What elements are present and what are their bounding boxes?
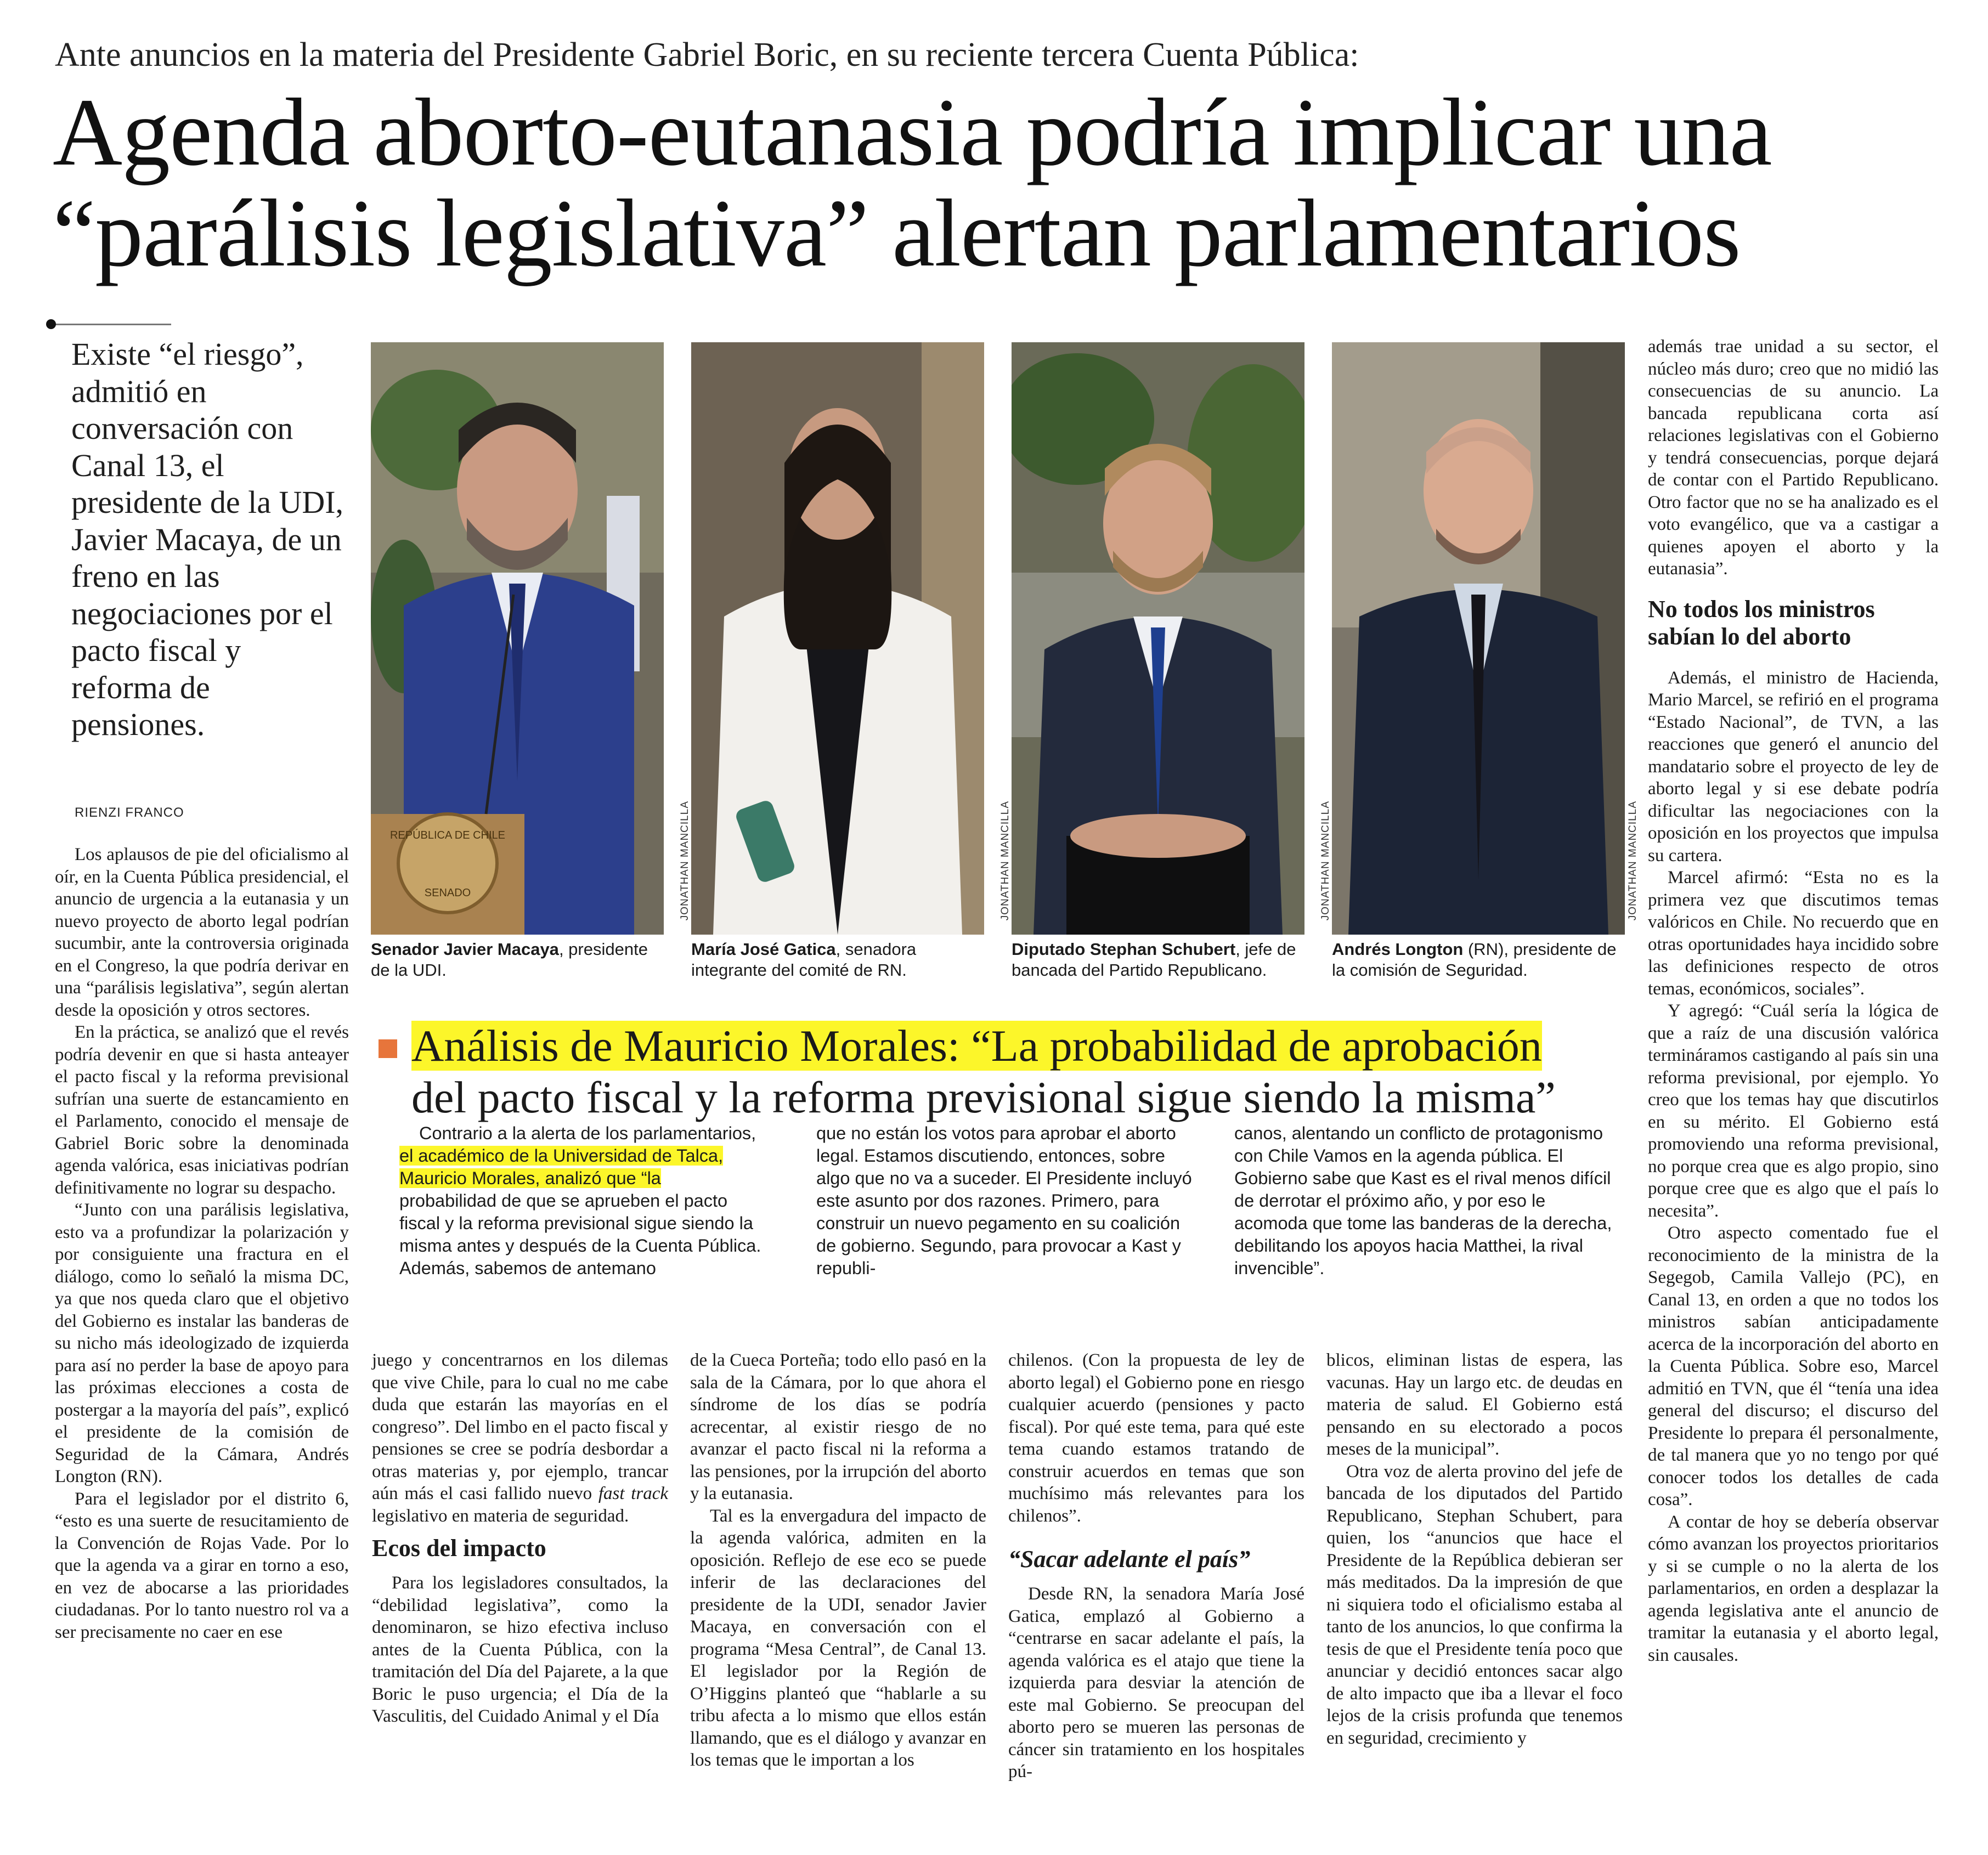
portrait-image: [1012, 342, 1304, 935]
box-text-post: probabilidad de que se aprueben el pacto fiscal y la reforma previsional sigue siendo la misma antes y después de la Cuenta Pública. Además, sabemos de antemano: [399, 1191, 761, 1278]
paragraph: Para los legisladores consultados, la “debilidad legislativa”, como la denominaron, se hizo efectiva incluso antes de la Cuenta Pública, con la tramitación del Día del Pajarete, a la que Boric le puso urgencia; el Día de la Vasculitis, del Cuidado Animal y el Día: [372, 1573, 668, 1726]
paragraph: Para el legislador por el distrito 6, “esto es una suerte de resucitamiento de la Convención de Rojas Vade. Por lo que la agenda va a girar en torno a eso, en vez de abocarse a las prioridades ciudadanas. Por lo tanto nuestro rol va a ser precisamente no caer en ese: [55, 1489, 349, 1642]
subheading-sacar: “Sacar adelante el país”: [1008, 1546, 1251, 1573]
box-title: [411, 1020, 1662, 1123]
paragraph: “Junto con una parálisis legislativa, esto va a profundizar la polarización y por consiguiente una fractura en el diálogo, como lo señaló la misma DC, ya que nos queda claro que el objetivo del Gobierno es instalar las banderas de su nicho más ideologizado de izquierda para así no perder la base de apoyo para las próximas elecciones a costa de postergar a la mayoría del país”, explicó el presidente de la comisión de Seguridad de la Cámara, Andrés Longton (RN).: [55, 1200, 349, 1486]
subheading-ecos: Ecos del impacto: [372, 1535, 546, 1562]
byline: RIENZI FRANCO: [75, 805, 184, 820]
photo-credit: JONATHAN MANCILLA: [1320, 801, 1331, 921]
pullquote-rule: [50, 324, 171, 325]
box-title-line-1: Análisis de Mauricio Morales: “La probabilidad de aprobación: [411, 1021, 1542, 1071]
photo-credit: JONATHAN MANCILLA: [999, 801, 1011, 921]
headline-line-1: Agenda aborto-eutanasia podría implicar una: [53, 79, 1772, 186]
subheading-ministros: No todos los ministros sabían lo del aborto: [1648, 595, 1875, 650]
box-column-3: [1234, 1122, 1613, 1280]
paragraph: [399, 1122, 761, 1280]
article-column-6: [1648, 336, 1939, 1666]
caption-name: Diputado Stephan Schubert: [1012, 940, 1236, 959]
paragraph: Desde RN, la senadora María José Gatica, emplazó al Gobierno a “centrarse en sacar adelante el país, la agenda valórica es el atajo que tiene la izquierda para desviar la atención de este mal Gobierno. Se preocupan del aborto pero se mueren las personas de cáncer sin tratamiento en los hospitales pú-: [1008, 1584, 1304, 1782]
article-column-1: [55, 844, 349, 1643]
article-column-2: [372, 1349, 668, 1728]
caption-longton: [1332, 939, 1628, 981]
paragraph: [372, 1349, 668, 1527]
box-text-pre: Contrario a la alerta de los parlamentarios,: [419, 1123, 756, 1143]
paragraph: Otra voz de alerta provino del jefe de bancada de los diputados del Partido Republicano, Stephan Schubert, para quien, los “anuncios que hace el Presidente de la República debieran ser más meditados. Da la impresión de que ni siquiera todo el oficialismo estaba al tanto de los anuncios, lo que confirma la tesis de que el Presidente tenía poco que anunciar y decidió entonces sacar algo de alto impacto que iba a llevar el foco lejos de la crisis profunda que tenemos en seguridad, crecimiento y: [1326, 1461, 1623, 1748]
podium-text: REPÚBLICA DE CHILE: [389, 829, 506, 841]
photo-maria-jose-gatica: [691, 342, 984, 935]
box-column-1: [399, 1122, 761, 1280]
caption-text: , presidente de la UDI.: [371, 940, 648, 980]
photo-credit: JONATHAN MANCILLA: [679, 801, 691, 921]
paragraph: A contar de hoy se debería observar cómo avanzan los proyectos prioritarios y si se cumple o no la alerta de los parlamentarios, en orden a desplazar la agenda legislativa ante el anuncio de tramitar la eutanasia y el aborto legal, sin causales.: [1648, 1512, 1939, 1665]
text: juego y concentrarnos en los dilemas que vive Chile, para lo cual no me cabe duda que estarán las mayorías en el congreso”. Del limbo en el pacto fiscal y pensiones se cree se podría desbordar a otras materias y, por ejemplo, trancar aún más el casi fallido nuevo: [372, 1350, 668, 1503]
paragraph: chilenos. (Con la propuesta de ley de aborto legal) el Gobierno pone en riesgo cualquier acuerdo (pensiones y pacto fiscal). Por qué este tema, para qué este tema cuando estamos tratando de construir acuerdos en temas que son muchísimo más relevantes para los chilenos”.: [1008, 1350, 1304, 1526]
headline: [53, 79, 1951, 287]
article-column-5: [1326, 1349, 1623, 1749]
caption-gatica: [691, 939, 987, 981]
box-column-2: [816, 1122, 1195, 1280]
paragraph: En la práctica, se analizó que el revés podría devenir en que si hasta anteayer el pacto fiscal y la reforma previsional sufrían una suerte de estancamiento en el Parlamento, conocido el mensaje de Gabriel Boric sobre la denominada agenda valórica, esas iniciativas podrían definitivamente no lograr su despacho.: [55, 1022, 349, 1198]
photo-stephan-schubert: [1012, 342, 1304, 935]
caption-text: , jefe de bancada del Partido Republicano.: [1012, 940, 1296, 980]
caption-text: , senadora integrante del comité de RN.: [691, 940, 917, 980]
paragraph: Y agregó: “Cuál sería la lógica de que a raíz de una discusión valórica termináramos castigando al país sin una reforma previsional, por ejemplo. Yo creo que los temas hay que discutirlos en su mérito. El Gobierno está promoviendo una reforma previsional, no porque crea que es algo propio, sino porque cree que es algo que el país lo necesita”.: [1648, 1001, 1939, 1221]
text-italic: fast track: [598, 1484, 668, 1503]
caption-macaya: [371, 939, 667, 981]
article-column-4: [1008, 1349, 1304, 1783]
pullquote: Existe “el riesgo”, admitió en conversación con Canal 13, el presidente de la UDI, Javier Macaya, de un freno en las negociaciones por el pacto fiscal y reforma de pensiones.: [71, 336, 344, 742]
paragraph: Además, el ministro de Hacienda, Mario Marcel, se refirió en el programa “Estado Nacional”, de TVN, a las reacciones que generó el anuncio del mandatario sobre el proyecto de ley de aborto legal y si ese debate podría dificultar las negociaciones con la oposición en los proyectos que impulsa su cartera.: [1648, 668, 1939, 866]
paragraph: Tal es la envergadura del impacto de la agenda valórica, admiten en la oposición. Reflejo de ese eco se puede inferir de las declaraciones del presidente de la UDI, senador Javier Macaya, en conversación con el programa “Mesa Central”, de Canal 13. El legislador por la Región de O’Higgins planteó que “hablarle a su tribu afecta a lo mismo que ellos están llamando, que es el diálogo y avanzar en los temas que le importan a los: [690, 1506, 986, 1770]
caption-schubert: [1012, 939, 1308, 981]
kicker: Ante anuncios en la materia del Presidente Gabriel Boric, en su reciente tercera Cuenta Pública:: [55, 36, 1359, 73]
paragraph: canos, alentando un conflicto de protagonismo con Chile Vamos en la agenda pública. El Gobierno sabe que Kast es el rival menos difícil de derrotar el próximo año, y por eso le acomoda que tome las banderas de la derecha, debilitando los apoyos hacia Matthei, la rival invencible”.: [1234, 1123, 1612, 1278]
headline-line-2: “parálisis legislativa” alertan parlamentarios: [53, 180, 1741, 287]
box-text-highlight: el académico de la Universidad de Talca, Mauricio Morales, analizó que “la: [399, 1146, 724, 1188]
portrait-image: [371, 342, 664, 935]
paragraph: blicos, eliminan listas de espera, las vacunas. Hay un largo etc. de deudas en materia de salud. El Gobierno está pensando en su electorado a pocos meses de la municipal”.: [1326, 1350, 1623, 1459]
podium-subtext: SENADO: [424, 887, 471, 899]
portrait-image: [691, 342, 984, 935]
article-column-3: [690, 1349, 986, 1772]
paragraph: Otro aspecto comentado fue el reconocimiento de la ministra de la Segegob, Camila Vallejo (PC), en Canal 13, en orden a que no todos los ministros sabían anticipadamente acerca de la incorporación del aborto en la Cuenta Pública. Sobre eso, Marcel admitió en TVN, que él “tenía una idea general del discurso; el discurso del Presidente lo prepara él personalmente, de tal manera que yo no tengo por qué conocer todos los detalles de cada cosa”.: [1648, 1223, 1939, 1509]
caption-text: (RN), presidente de la comisión de Seguridad.: [1332, 940, 1617, 980]
photo-javier-macaya: [371, 342, 664, 935]
paragraph: que no están los votos para aprobar el aborto legal. Estamos discutiendo, entonces, sobre algo que no va a suceder. El Presidente incluyó este asunto por dos razones. Primero, para construir un nuevo pegamento en su coalición de gobierno. Segundo, para provocar a Kast y republi-: [816, 1123, 1192, 1278]
photo-credit: JONATHAN MANCILLA: [1627, 801, 1639, 921]
paragraph: además trae unidad a su sector, el núcleo más duro; creo que no midió las consecuencias de su anuncio. La bancada republicana corta así relaciones legislativas con el Gobierno y tendrá consecuencias, porque dejará de contar con el Partido Republicano. Otro factor que no se ha analizado es el voto evangélico, que va a castigar a quienes apoyen el aborto y la eutanasia”.: [1648, 337, 1939, 579]
caption-name: María José Gatica: [691, 940, 836, 959]
portrait-image: [1332, 342, 1625, 935]
caption-name: Senador Javier Macaya: [371, 940, 559, 959]
paragraph: de la Cueca Porteña; todo ello pasó en la sala de la Cámara, por lo que ahora el síndrome de los días se podría acrecentar, al existir riesgo de no avanzar el pacto fiscal ni la reforma a las pensiones, por la irrupción del aborto y la eutanasia.: [690, 1350, 986, 1503]
box-title-line-2: del pacto fiscal y la reforma previsional sigue siendo la misma”: [411, 1072, 1556, 1122]
box-square-marker: [379, 1039, 397, 1058]
photo-andres-longton: [1332, 342, 1625, 935]
paragraph: Los aplausos de pie del oficialismo al oír, en la Cuenta Pública presidencial, el anuncio de urgencia a la eutanasia y un nuevo proyecto de aborto legal podrían sucumbir, ante la controversia originada en el Congreso, la que podría derivar en una “parálisis legislativa”, según alertan desde la oposición y otros sectores.: [55, 845, 349, 1020]
caption-name: Andrés Longton: [1332, 940, 1464, 959]
text: legislativo en materia de seguridad.: [372, 1506, 629, 1526]
paragraph: Marcel afirmó: “Esta no es la primera vez que discutimos temas valóricos en Chile. No recuerdo que en otras oportunidades haya incidido sobre las definiciones respecto de otros temas, económicos, sociales”.: [1648, 868, 1939, 999]
